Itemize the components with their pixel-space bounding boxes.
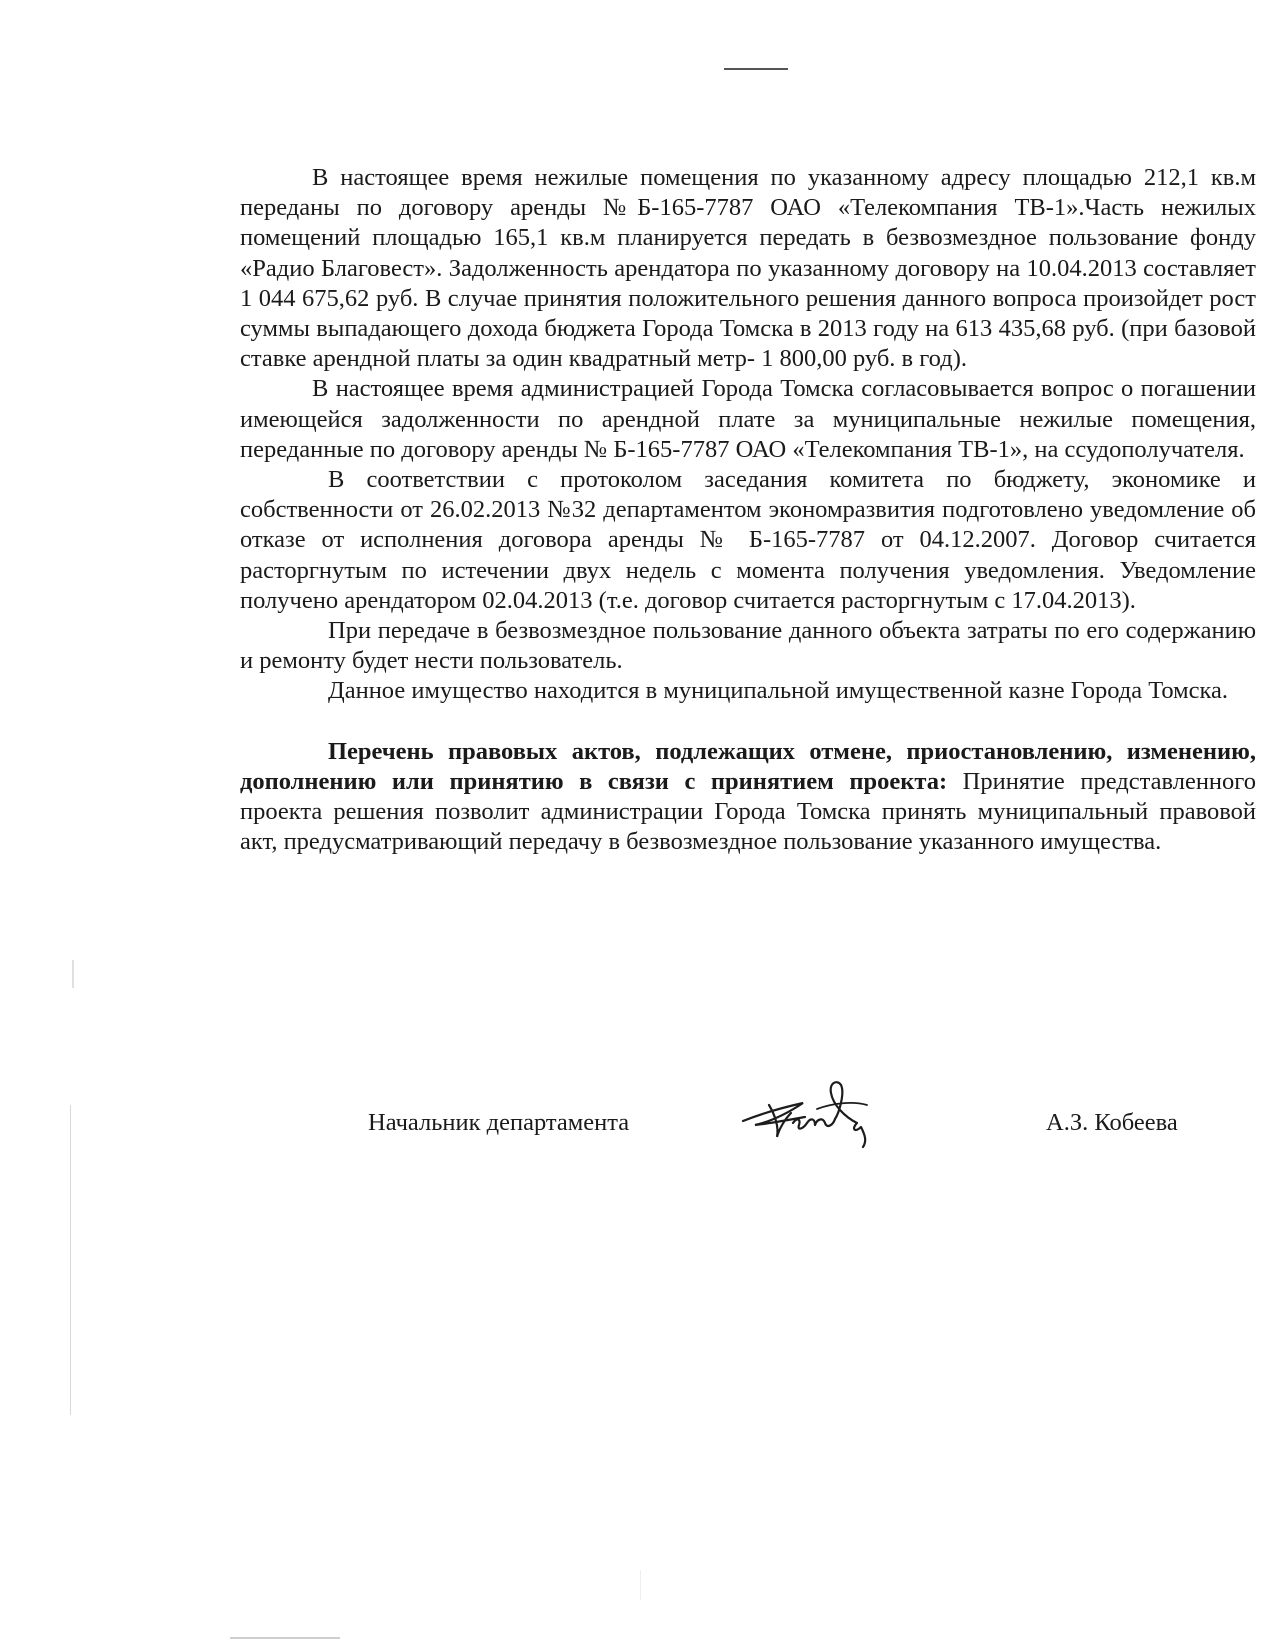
paragraph-municipal-treasury: Данное имущество находится в муниципальной имущественной казне Города Томска. xyxy=(328,677,1229,705)
paragraph-contract-termination: В соответствии с протоколом заседания комитета по бюджету, экономике и собственности от 26.02.2013 №32 департаментом экономразвития подготовлено уведомление об отказе от исполнения договора аренды № Б-165-7787 от 04.12.2007. Договор считается расторгнутым по истечении двух недель с момента получения уведомления. Уведомление получено арендатором 02.04.2013 (т.е. договор считается расторгнутым с 17.04.2013). xyxy=(240,466,1256,614)
scan-artifact xyxy=(230,1637,340,1639)
handwritten-signature xyxy=(733,1073,893,1153)
paragraph-legal-acts xyxy=(240,737,1256,858)
paragraph-maintenance-costs: При передаче в безвозмездное пользование данного объекта затраты по его содержанию и ремонту будет нести пользователь. xyxy=(240,617,1256,675)
scan-artifact xyxy=(640,1570,641,1600)
signer-position: Начальник департамента xyxy=(368,1109,630,1136)
document-body xyxy=(240,163,1256,857)
legal-acts-text: Принятие представленного проекта решения позволит администрации Города Томска принять муниципальный правовой акт, предусматривающий передачу в безвозмездное пользование указанного имущества. xyxy=(240,767,1256,856)
scan-mark xyxy=(724,68,788,70)
signature-block xyxy=(0,1103,1275,1163)
paragraph-debt-settlement: В настоящее время администрацией Города Томска согласовывается вопрос о погашении имеющейся задолженности по арендной плате за муниципальные нежилые помещения, переданные по договору аренды № Б-165-7787 ОАО «Телекомпания ТВ-1», на ссудополучателя. xyxy=(240,375,1256,463)
scan-artifact xyxy=(72,960,74,988)
paragraph-lease-status: В настоящее время нежилые помещения по указанному адресу площадью 212,1 кв.м переданы по договору аренды №Б-165-7787 ОАО «Телекомпания ТВ-1».Часть нежилых помещений площадью 165,1 кв.м планируется передать в безвозмездное пользование фонду «Радио Благовест». Задолженность арендатора по указанному договору на 10.04.2013 составляет 1 044 675,62 руб. В случае принятия положительного решения данного вопроса произойдет рост суммы выпадающего дохода бюджета Города Томска в 2013 году на 613 435,68 руб. (при базовой ставке арендной платы за один квадратный метр- 1 800,00 руб. в год). xyxy=(240,164,1256,373)
legal-acts-heading: Перечень правовых актов, подлежащих отмене, приостановлению, изменению, дополнению или принятию в связи с принятием проекта: xyxy=(240,737,1256,795)
signer-name: А.З. Кобеева xyxy=(1046,1109,1178,1136)
